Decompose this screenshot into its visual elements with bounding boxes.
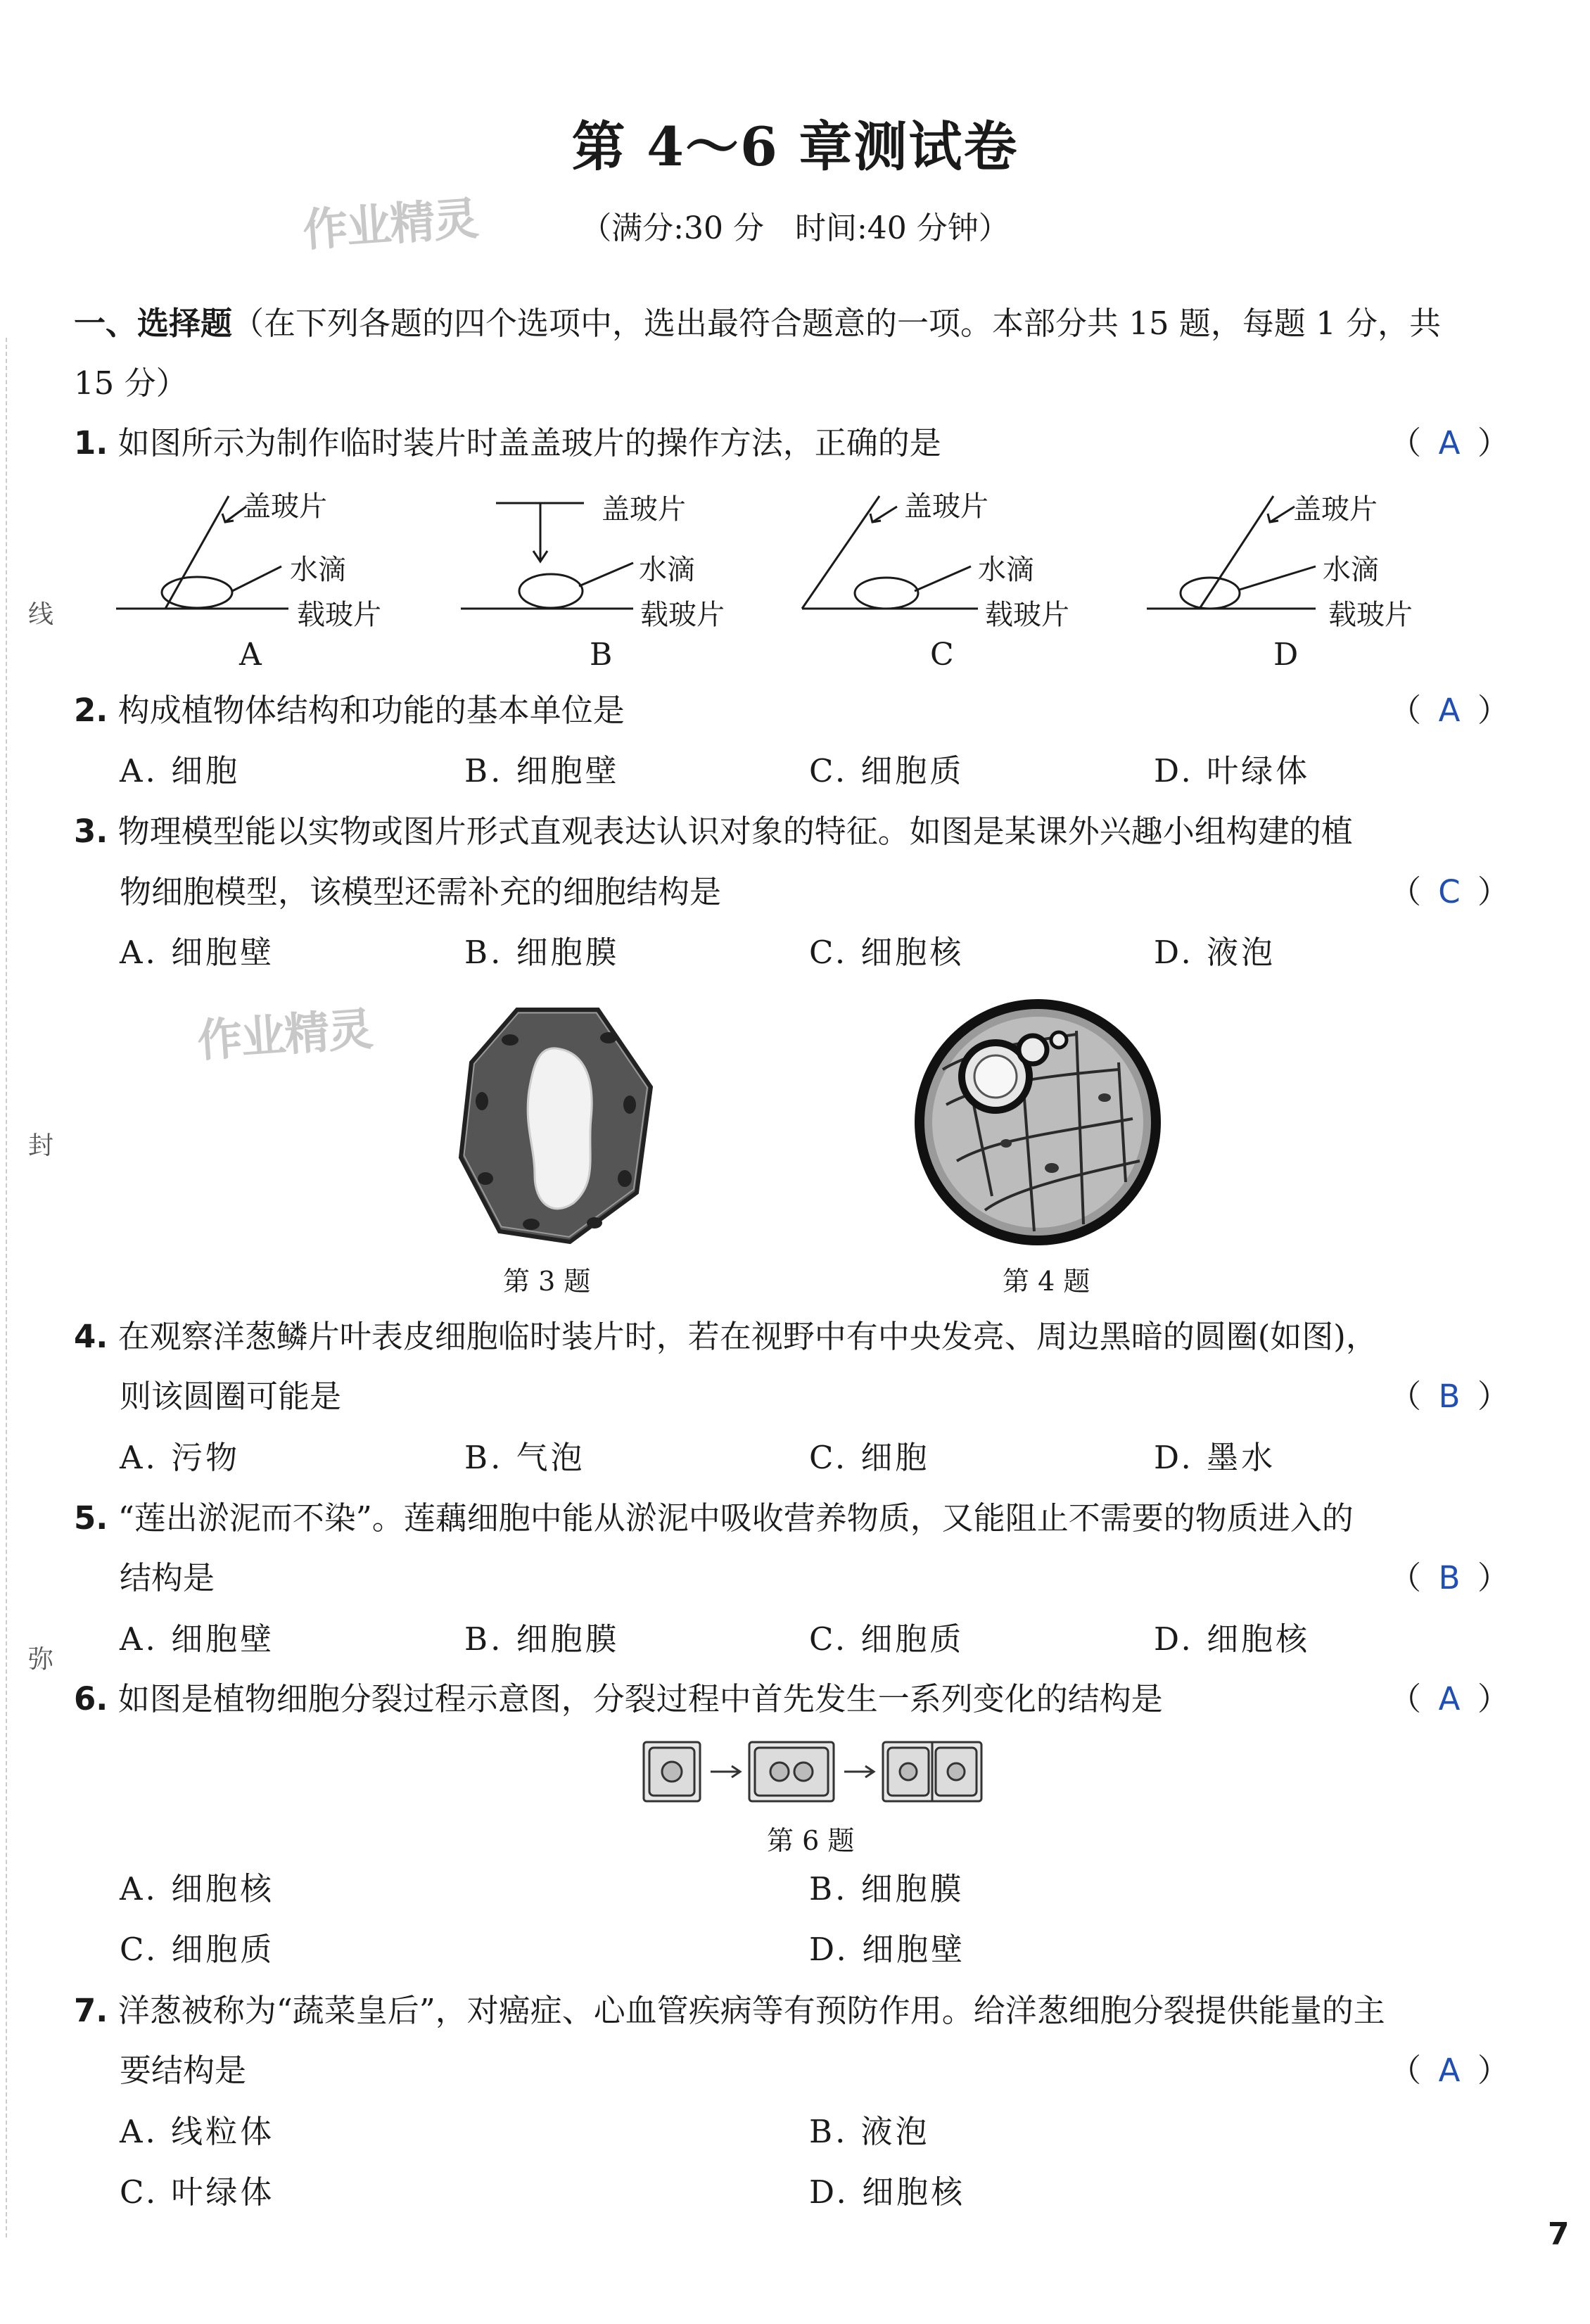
letter-d: D <box>1273 637 1299 673</box>
bracket-close: ） <box>1477 2052 1510 2089</box>
answer-value: C <box>1438 873 1461 910</box>
q6-option-d: D. 细胞壁 <box>809 1931 966 1968</box>
q5-option-d: D. 细胞核 <box>1154 1620 1311 1658</box>
letter-b: B <box>590 637 613 673</box>
question-1 <box>74 422 941 464</box>
label-cover-a: 盖玻片 <box>243 490 327 523</box>
q3-caption: 第 3 题 <box>503 1266 591 1297</box>
q7-option-a: A. 线粒体 <box>120 2113 275 2150</box>
label-cover-d: 盖玻片 <box>1293 493 1378 526</box>
question-4-cont: 则该圆圈可能是 <box>120 1378 342 1415</box>
answer-value: A <box>1438 424 1461 462</box>
bracket-close: ） <box>1477 692 1510 729</box>
watermark-mid: 作业精灵 <box>196 1003 374 1068</box>
bracket-open: （ <box>1389 692 1422 729</box>
answer-5 <box>1389 1557 1509 1599</box>
section-description-cont: 15 分） <box>74 364 188 402</box>
question-number: 4. <box>74 1318 108 1355</box>
answer-2 <box>1389 690 1509 732</box>
q2-option-d: D. 叶绿体 <box>1154 752 1311 789</box>
question-text: 如图所示为制作临时装片时盖盖玻片的操作方法，正确的是 <box>117 424 941 462</box>
q3-option-c: C. 细胞核 <box>809 934 965 971</box>
binding-line <box>6 338 7 2237</box>
bracket-open: （ <box>1389 873 1422 910</box>
page-title: 第 4～6 章测试卷 <box>571 115 1019 178</box>
question-text: 在观察洋葱鳞片叶表皮细胞临时装片时，若在视野中有中央发亮、周边黑暗的圆圈(如图)， <box>117 1318 1378 1355</box>
q4-caption: 第 4 题 <box>1003 1266 1090 1297</box>
answer-value: B <box>1438 1378 1461 1415</box>
letter-c: C <box>930 637 954 673</box>
label-water-a: 水滴 <box>290 554 346 586</box>
microscope-view-image <box>915 999 1161 1245</box>
q2-option-b: B. 细胞壁 <box>464 752 620 789</box>
question-number: 1. <box>74 424 108 462</box>
question-3-cont: 物细胞模型，该模型还需补充的细胞结构是 <box>120 873 722 910</box>
question-3 <box>74 811 1353 853</box>
question-2 <box>74 690 625 732</box>
binding-mark-3: 弥 <box>28 1645 54 1674</box>
page-number: 7 <box>1548 2216 1570 2252</box>
q6-caption: 第 6 题 <box>767 1825 855 1856</box>
answer-6 <box>1389 1678 1509 1720</box>
q4-option-a: A. 污物 <box>120 1439 241 1476</box>
bracket-open: （ <box>1389 1378 1422 1415</box>
answer-value: A <box>1438 2052 1461 2089</box>
label-cover-b: 盖玻片 <box>602 493 686 526</box>
answer-4 <box>1389 1376 1509 1418</box>
q6-option-a: A. 细胞核 <box>120 1870 275 1907</box>
q3-option-d: D. 液泡 <box>1154 934 1276 971</box>
binding-mark-1: 线 <box>28 600 54 629</box>
page-subtitle: （满分:30 分 时间:40 分钟） <box>580 210 1010 246</box>
question-text: 如图是植物细胞分裂过程示意图，分裂过程中首先发生一系列变化的结构是 <box>117 1680 1163 1717</box>
question-number: 6. <box>74 1680 108 1717</box>
answer-7 <box>1389 2050 1509 2092</box>
diagram-d <box>1147 496 1316 609</box>
q4-option-c: C. 细胞 <box>809 1439 930 1476</box>
bracket-open: （ <box>1389 2052 1422 2089</box>
question-6 <box>74 1678 1163 1720</box>
label-slide-a: 载玻片 <box>297 599 381 631</box>
answer-1 <box>1389 422 1509 464</box>
bracket-open: （ <box>1389 1559 1422 1596</box>
section-description: （在下列各题的四个选项中，选出最符合题意的一项。本部分共 15 题，每题 1 分，共 <box>232 305 1442 342</box>
answer-value: A <box>1438 1680 1461 1717</box>
question-number: 3. <box>74 813 108 850</box>
q5-option-b: B. 细胞膜 <box>464 1620 620 1658</box>
cell-division-diagram <box>640 1736 992 1807</box>
label-cover-c: 盖玻片 <box>904 490 988 523</box>
answer-value: A <box>1438 692 1461 729</box>
bracket-close: ） <box>1477 1680 1510 1717</box>
bracket-close: ） <box>1477 1559 1510 1596</box>
q4-option-d: D. 墨水 <box>1154 1439 1276 1476</box>
binding-mark-2: 封 <box>28 1131 54 1160</box>
bracket-open: （ <box>1389 424 1422 462</box>
question-number: 2. <box>74 692 108 729</box>
label-water-d: 水滴 <box>1323 554 1379 586</box>
section-heading-label: 一、选择题 <box>74 305 233 342</box>
q5-option-c: C. 细胞质 <box>809 1620 965 1658</box>
bracket-close: ） <box>1477 873 1510 910</box>
q7-option-b: B. 液泡 <box>809 2113 930 2150</box>
answer-value: B <box>1438 1559 1461 1596</box>
plant-cell-model-image <box>450 999 661 1252</box>
bracket-close: ） <box>1477 1378 1510 1415</box>
bracket-open: （ <box>1389 1680 1422 1717</box>
question-4 <box>74 1316 1378 1358</box>
question-text: 构成植物体结构和功能的基本单位是 <box>117 692 625 729</box>
question-5-cont: 结构是 <box>120 1559 215 1596</box>
question-text: “莲出淤泥而不染”。莲藕细胞中能从淤泥中吸收营养物质，又能阻止不需要的物质进入的 <box>117 1499 1354 1537</box>
q2-option-c: C. 细胞质 <box>809 752 965 789</box>
bracket-close: ） <box>1477 424 1510 462</box>
label-water-b: 水滴 <box>639 554 695 586</box>
q3-option-b: B. 细胞膜 <box>464 934 620 971</box>
question-text: 物理模型能以实物或图片形式直观表达认识对象的特征。如图是某课外兴趣小组构建的植 <box>117 813 1353 850</box>
label-water-c: 水滴 <box>978 554 1034 586</box>
q7-option-c: C. 叶绿体 <box>120 2173 275 2211</box>
q5-option-a: A. 细胞壁 <box>120 1620 275 1658</box>
section-heading <box>74 303 1523 345</box>
q3-option-a: A. 细胞壁 <box>120 934 275 971</box>
q4-option-b: B. 气泡 <box>464 1439 585 1476</box>
label-slide-c: 载玻片 <box>985 599 1069 631</box>
question-7-cont: 要结构是 <box>120 2052 247 2089</box>
q7-option-d: D. 细胞核 <box>809 2173 966 2211</box>
q6-option-b: B. 细胞膜 <box>809 1870 965 1907</box>
question-5 <box>74 1497 1354 1539</box>
watermark-top: 作业精灵 <box>301 193 479 258</box>
question-number: 7. <box>74 1992 108 2029</box>
label-slide-d: 载玻片 <box>1328 599 1413 631</box>
letter-a: A <box>239 637 262 673</box>
question-text: 洋葱被称为“蔬菜皇后”，对癌症、心血管疾病等有预防作用。给洋葱细胞分裂提供能量的主 <box>117 1992 1385 2029</box>
question-number: 5. <box>74 1499 108 1537</box>
question-7 <box>74 1990 1385 2032</box>
q2-option-a: A. 细胞 <box>120 752 241 789</box>
answer-3 <box>1389 871 1509 913</box>
q6-option-c: C. 细胞质 <box>120 1931 275 1968</box>
label-slide-b: 载玻片 <box>640 599 725 631</box>
